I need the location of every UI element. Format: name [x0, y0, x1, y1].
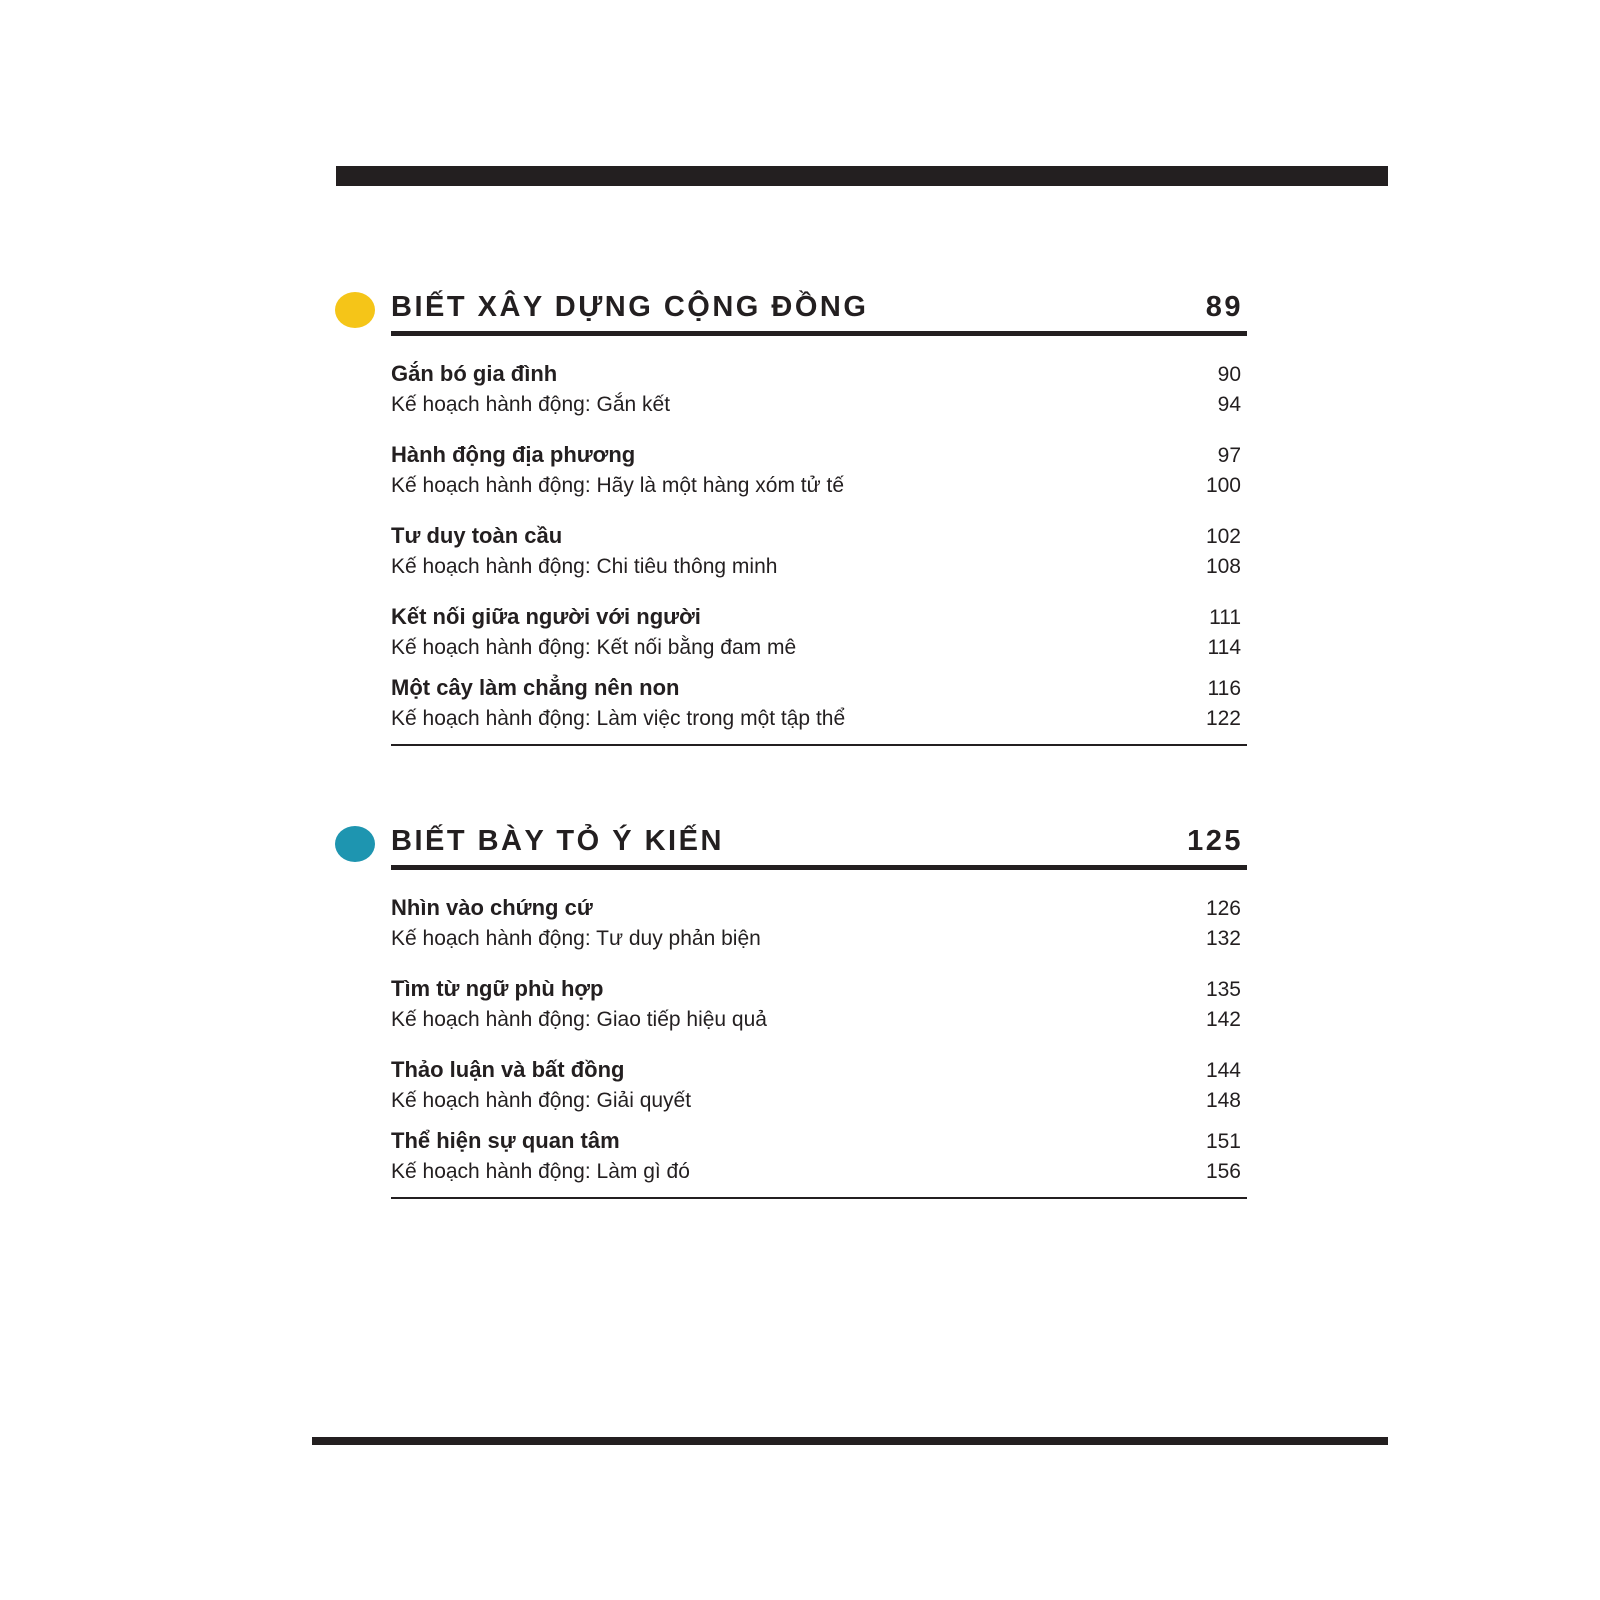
entry-subtitle: Kế hoạch hành động: Tư duy phản biện: [391, 927, 761, 950]
blue-circle-icon: [335, 826, 375, 862]
entry-page: 144: [1205, 1059, 1241, 1082]
toc-entry[interactable]: [391, 892, 1247, 954]
entry-subtitle: Kế hoạch hành động: Hãy là một hàng xóm tử tế: [391, 474, 845, 497]
section-page-number: 125: [1187, 825, 1243, 857]
entry-subpage: 142: [1205, 1008, 1241, 1031]
entry-subtitle: Kế hoạch hành động: Giải quyết: [391, 1089, 692, 1112]
toc-entry[interactable]: [391, 1054, 1247, 1116]
entry-title: Một cây làm chẳng nên non: [391, 675, 680, 700]
entry-subpage: 114: [1207, 636, 1241, 659]
entry-subtitle: Kế hoạch hành động: Làm gì đó: [391, 1160, 690, 1183]
entry-subpage: 108: [1205, 555, 1241, 578]
entry-subpage: 156: [1205, 1160, 1241, 1183]
yellow-circle-icon: [335, 292, 375, 328]
section-page-number: 89: [1205, 291, 1243, 323]
toc-entries: [391, 358, 1247, 746]
entry-subtitle: Kế hoạch hành động: Làm việc trong một tập thể: [391, 707, 846, 730]
section-title: BIẾT XÂY DỰNG CỘNG ĐỒNG: [391, 291, 869, 323]
entry-subpage: 148: [1205, 1089, 1241, 1112]
entry-title: Thảo luận và bất đồng: [391, 1057, 625, 1082]
toc-entry[interactable]: [391, 973, 1247, 1035]
entry-page: 116: [1207, 677, 1241, 700]
entry-subpage: 100: [1205, 474, 1241, 497]
entry-title: Tư duy toàn cầu: [391, 523, 563, 548]
entry-page: 135: [1205, 978, 1241, 1001]
toc-entries: [391, 892, 1247, 1199]
toc-entry[interactable]: [391, 672, 1247, 734]
entry-subpage: 132: [1205, 927, 1241, 950]
entry-title: Tìm từ ngữ phù hợp: [391, 976, 604, 1001]
entry-page: 151: [1205, 1130, 1241, 1153]
entry-title: Gắn bó gia đình: [391, 361, 558, 386]
toc-entry[interactable]: [391, 439, 1247, 501]
toc-entry[interactable]: [391, 1125, 1247, 1187]
entry-title: Kết nối giữa người với người: [391, 604, 701, 629]
toc-entry[interactable]: [391, 520, 1247, 582]
section-title: BIẾT BÀY TỎ Ý KIẾN: [391, 825, 724, 857]
entry-subtitle: Kế hoạch hành động: Gắn kết: [391, 393, 671, 416]
entry-page: 126: [1205, 897, 1241, 920]
entry-title: Hành động địa phương: [391, 442, 636, 467]
section-header: [391, 818, 1247, 870]
entry-page: 111: [1209, 606, 1241, 629]
entry-title: Thể hiện sự quan tâm: [391, 1128, 620, 1153]
entry-subtitle: Kế hoạch hành động: Giao tiếp hiệu quả: [391, 1008, 767, 1031]
section-header: [391, 284, 1247, 336]
entry-title: Nhìn vào chứng cứ: [391, 895, 593, 920]
bottom-rule: [312, 1437, 1388, 1445]
entry-subpage: 122: [1205, 707, 1241, 730]
top-rule: [336, 166, 1388, 186]
entry-page: 97: [1217, 444, 1241, 467]
entry-subtitle: Kế hoạch hành động: Chi tiêu thông minh: [391, 555, 778, 578]
toc-entry[interactable]: [391, 358, 1247, 420]
entry-page: 102: [1205, 525, 1241, 548]
entry-subpage: 94: [1217, 393, 1241, 416]
entry-subtitle: Kế hoạch hành động: Kết nối bằng đam mê: [391, 636, 797, 659]
toc-entry[interactable]: [391, 601, 1247, 663]
entry-page: 90: [1217, 363, 1241, 386]
